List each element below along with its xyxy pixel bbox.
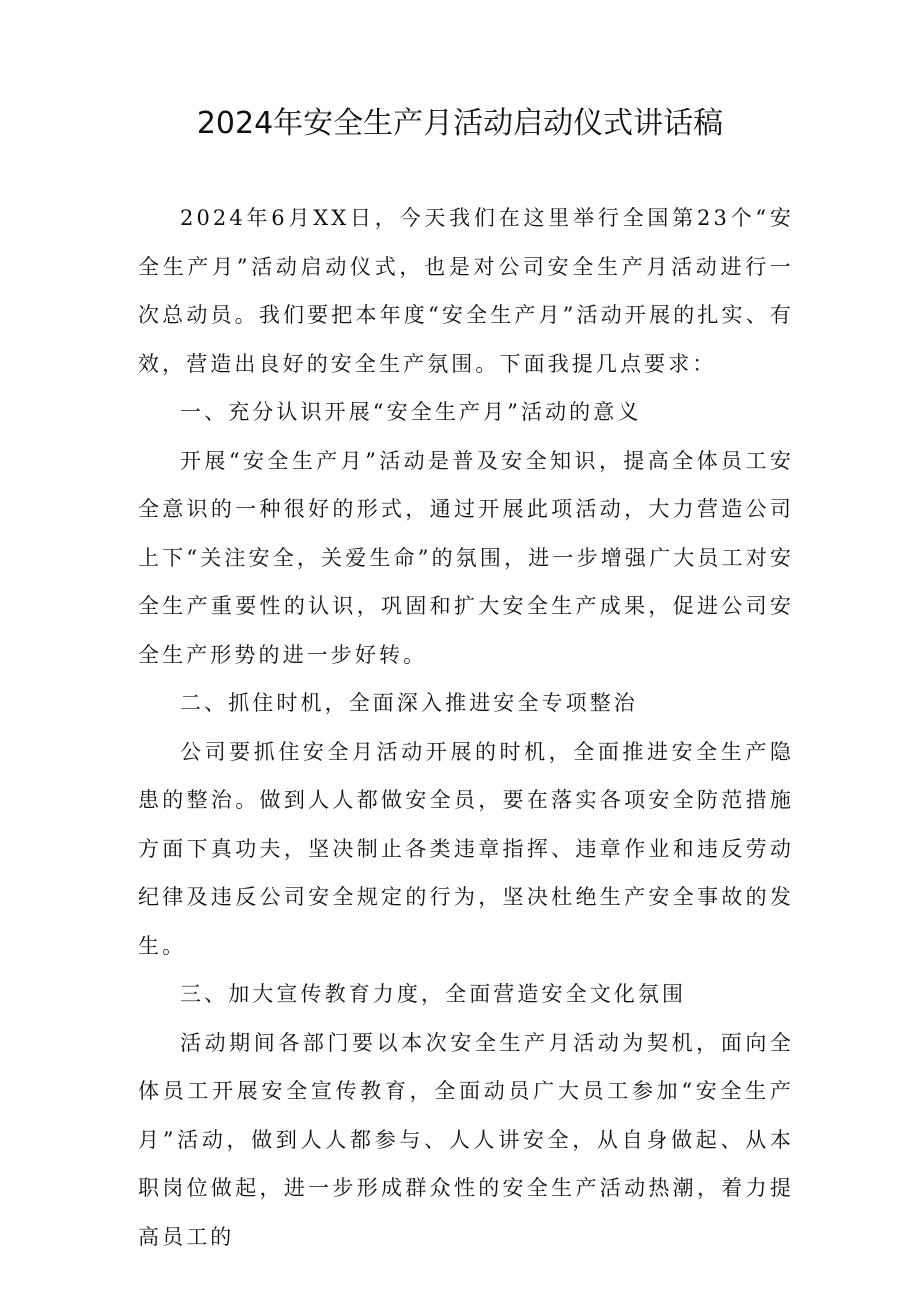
document-body [138, 194, 794, 1261]
section-heading-1: 一、充分认识开展“安全生产月”活动的意义 [180, 400, 642, 424]
paragraph-section-3: 活动期间各部门要以本次安全生产月活动为契机，面向全体员工开展安全宣传教育，全面动员广大员工参加“安全生产月”活动，做到人人都参与、人人讲安全，从自身做起、从本职岗位做起，进一步形成群众性的安全生产活动热潮，着力提高员工的 [138, 1030, 794, 1249]
paragraph-intro: 2024年6月XX日，今天我们在这里举行全国第23个“安全生产月”活动启动仪式，也是对公司安全生产月活动进行一次总动员。我们要把本年度“安全生产月”活动开展的扎实、有效，营造出良好的安全生产氛围。下面我提几点要求： [138, 206, 794, 376]
section-heading-2: 二、抓住时机，全面深入推进安全专项整治 [180, 691, 638, 715]
document-title: 2024年安全生产月活动启动仪式讲话稿 [196, 106, 724, 141]
paragraph-section-2: 公司要抓住安全月活动开展的时机，全面推进安全生产隐患的整治。做到人人都做安全员，要在落实各项安全防范措施方面下真功夫，坚决制止各类违章指挥、违章作业和违反劳动纪律及违反公司安全规定的行为，坚决杜绝生产安全事故的发生。 [138, 739, 794, 958]
section-heading-3: 三、加大宣传教育力度，全面营造安全文化氛围 [180, 982, 687, 1006]
paragraph-section-1: 开展“安全生产月”活动是普及安全知识，提高全体员工安全意识的一种很好的形式，通过开展此项活动，大力营造公司上下“关注安全，关爱生命”的氛围，进一步增强广大员工对安全生产重要性的认识，巩固和扩大安全生产成果，促进公司安全生产形势的进一步好转。 [138, 448, 794, 667]
